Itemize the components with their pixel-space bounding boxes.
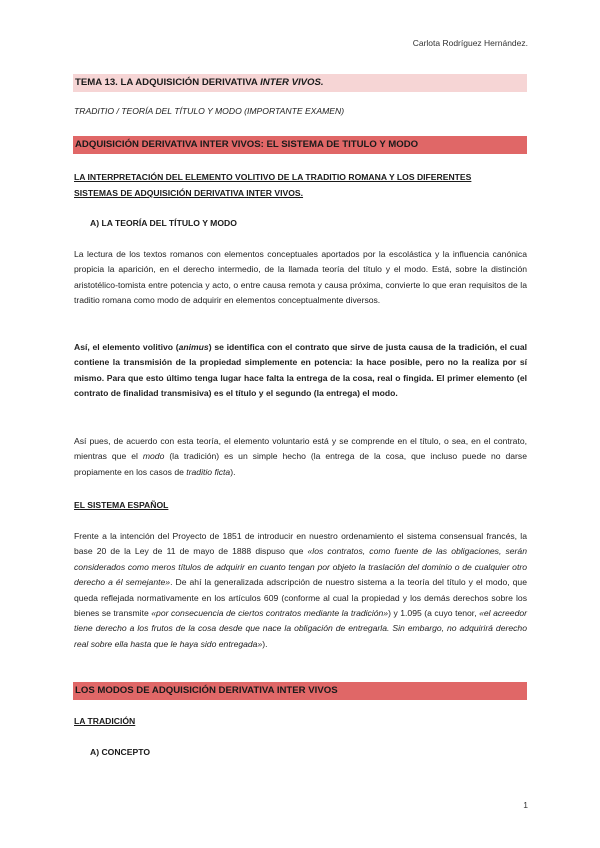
p2-part-c: . De ahí la generalizada adscripción de nuestro sistema a la teoría del título y el modo, que queda reflejada normativamente en los artículos 609 (conforme al cual la propiedad y los demás derechos sobre los bienes se transmite	[74, 577, 527, 619]
p2-part-e: ) y 1.095 (a cuyo tenor,	[388, 608, 480, 619]
heading-sistema-espanol: EL SISTEMA ESPAÑOL	[74, 500, 169, 510]
p2-part-f: «el acreedor tiene derecho a los frutos de la cosa desde que nace la obligación de entregarla. Sin embargo, no adquirirá derecho real sobre ella hasta que le haya sido entregada»	[74, 608, 527, 649]
chapter-subtitle: TRADITIO / TEORÍA DEL TÍTULO Y MODO (IMPORTANTE EXAMEN)	[74, 106, 345, 116]
para3-part-a: Así pues, de acuerdo con esta teoría, el elemento voluntario está y se comprende en el título, o sea, en el contrato, mientras que el	[74, 436, 527, 462]
para3-part-e: ).	[230, 466, 236, 477]
para3-part-b: modo	[142, 451, 165, 462]
chapter-title-main: TEMA 13. LA ADQUISICIÓN DERIVATIVA	[75, 77, 261, 88]
paragraph-lectura: La lectura de los textos romanos con elementos conceptuales aportados por la escolástica y la influencia canónica propicia la aparición, en el derecho intermedio, de la llamada teoría del título y el modo. Está, sobre la distinción aristotélico-tomista entre potencia y acto, o entre causa remota y causa próxima, convierte lo que eran requisitos de la traditio romana como modo de adquirir en elementos conceptualmente diversos.	[74, 249, 527, 306]
section-heading-titulo-modo: ADQUISICIÓN DERIVATIVA INTER VIVOS: EL SISTEMA DE TITULO Y MODO	[73, 136, 527, 154]
para2-part-c: ) se identifica con el contrato que sirve de justa causa de la tradición, el cual contiene la transmisión de la propiedad simplemente en potencia: la hace posible, pero no la realiza por sí mismo. Para que esto último tenga lugar hace falta la entrega de la cosa, real o fingida. El primer elemento (el contrato de finalidad transmisiva) es el título y el segundo (la entrega) el modo.	[74, 342, 527, 399]
p2-part-a: Frente a la intención del Proyecto de 1851 de introducir en nuestro ordenamiento el sistema consensual francés, la base 20 de la Ley de 11 de mayo de 1888 dispuso que	[74, 531, 527, 557]
para2-part-b: animus	[178, 342, 209, 352]
heading-la-tradicion: LA TRADICIÓN	[74, 716, 136, 726]
paragraph-asi-pues	[74, 434, 527, 480]
subheading-line-1: LA INTERPRETACIÓN DEL ELEMENTO VOLITIVO DE LA TRADITIO ROMANA Y LOS DIFERENTES	[74, 172, 472, 182]
subheading-line-2: SISTEMAS DE ADQUISICIÓN DERIVATIVA INTER VIVOS.	[74, 188, 304, 198]
chapter-title-italic: INTER VIVOS.	[260, 77, 324, 88]
p2-part-d: «por consecuencia de ciertos contratos mediante la tradición»	[151, 608, 389, 619]
para3-part-c: (la tradición) es un simple hecho (la entrega de la cosa, que incluso puede no darse propiamente en los casos de	[74, 451, 527, 477]
author-name: Carlota Rodríguez Hernández.	[412, 38, 528, 48]
p2-part-b: «los contratos, como fuente de las obligaciones, serán considerados como meros títulos de adquirir en cuanto tengan por objeto la traslación del dominio o de cualquier otro derecho a él semejante»	[74, 546, 527, 588]
page-number: 1	[523, 800, 528, 810]
chapter-title	[73, 74, 527, 92]
point-a-concepto: A) CONCEPTO	[90, 747, 151, 757]
para3-part-d: traditio ficta	[186, 466, 231, 477]
paragraph-sistema-espanol	[74, 529, 527, 652]
section-heading-modos: LOS MODOS DE ADQUISICIÓN DERIVATIVA INTER VIVOS	[73, 682, 527, 700]
paragraph-elemento-volitivo	[74, 340, 527, 402]
p2-part-g: ).	[262, 638, 268, 649]
para2-part-a: Así, el elemento volitivo (	[74, 342, 179, 352]
point-a-teoria: A) LA TEORÍA DEL TÍTULO Y MODO	[90, 218, 237, 228]
